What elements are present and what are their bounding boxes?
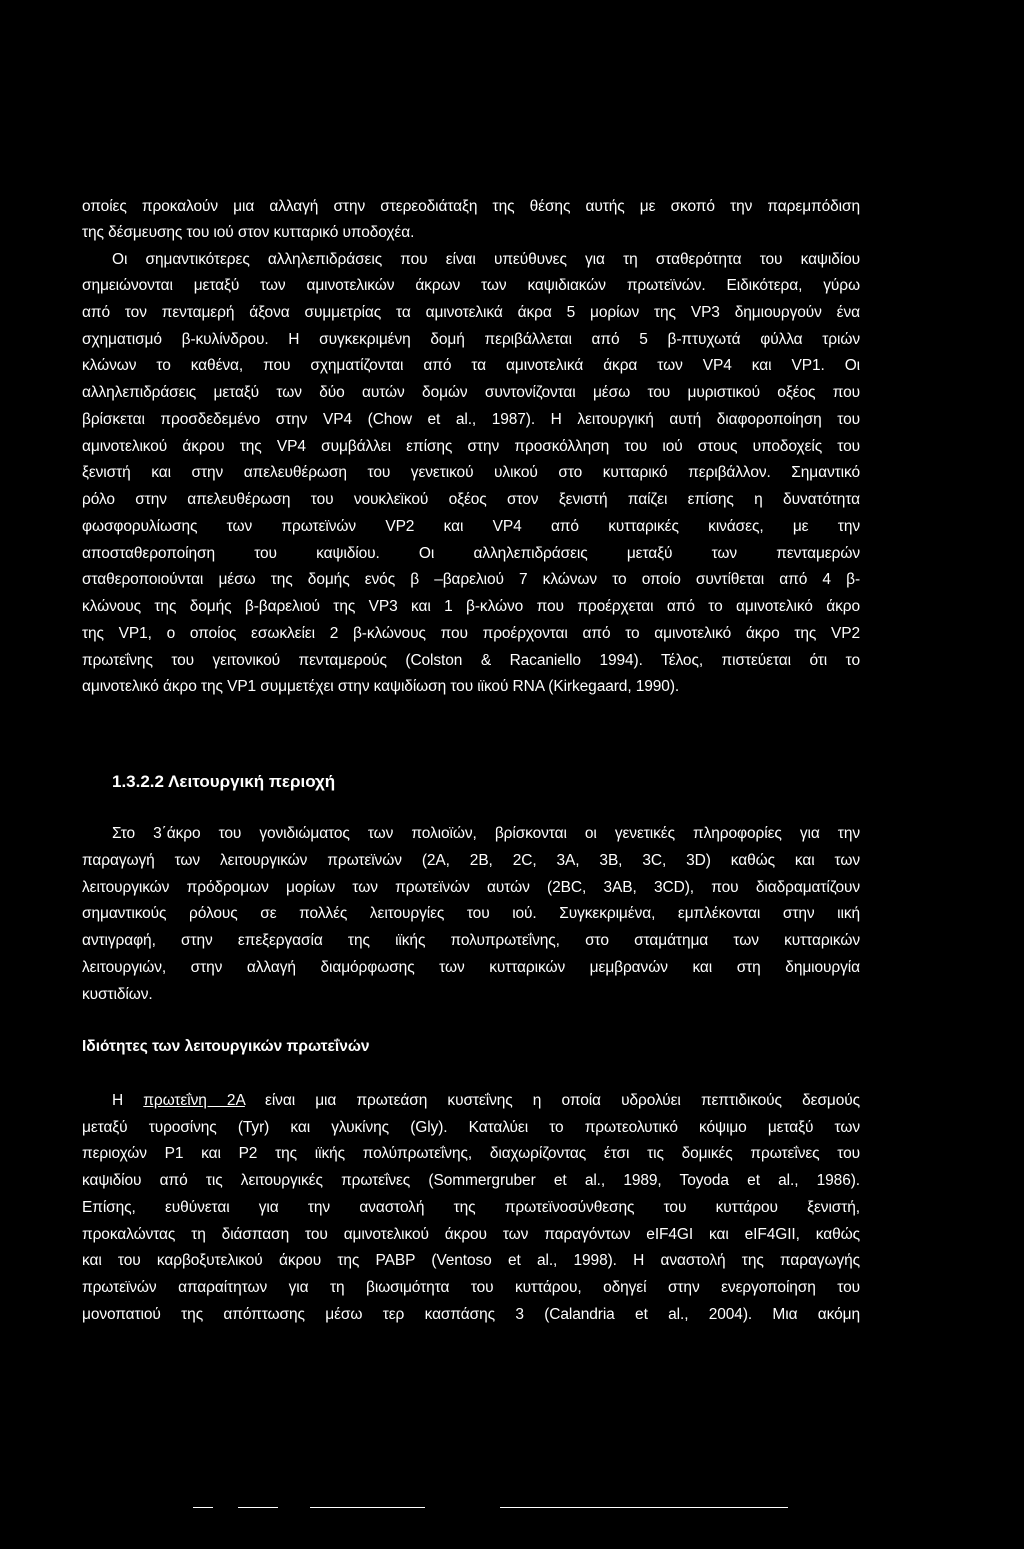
paragraph-line: αποσταθεροποίηση του καψιδίου. Οι αλληλεπιδράσεις μεταξύ των πενταμερών (82, 545, 860, 562)
footer-rule-short (193, 1507, 213, 1508)
paragraph-line: λειτουργιών, στην αλλαγή διαμόρφωσης των κυτταρικών μεμβρανών και στη δημιουργία (82, 959, 860, 976)
paragraph-line: παραγωγή των λειτουργικών πρωτεϊνών (2A, 2B, 2C, 3A, 3B, 3C, 3D) καθώς και των (82, 852, 860, 869)
paragraph-line: Στο 3΄άκρο του γονιδιώματος των πολιοϊών, βρίσκονται οι γενετικές πληροφορίες για την (112, 825, 860, 842)
paragraph-line: σημειώνονται μεταξύ των αμινοτελικών άκρων των καψιδιακών πρωτεϊνών. Ειδικότερα, γύρω (82, 277, 860, 294)
paragraph-line: της δέσμευσης του ιού στον κυτταρικό υποδοχέα. (82, 224, 415, 241)
paragraph-line: σταθεροποιούνται μέσω της δομής ενός β –βαρελιού 7 κλώνων το οποίο συντίθεται από 4 β- (82, 571, 860, 588)
paragraph-line: μονοπατιού της απόπτωσης μέσω τερ κασπάσης 3 (Calandria et al., 2004). Μια ακόμη (82, 1306, 860, 1323)
paragraph-line: πρωτεΐνης του γειτονικού πενταμερούς (Colston & Racaniello 1994). Τέλος, πιστεύεται ότι το (82, 652, 860, 669)
paragraph-line: προκαλώντας τη διάσπαση του αμινοτελικού άκρου των παραγόντων eIF4GI και eIF4GII, καθώς (82, 1226, 860, 1243)
footer-rule-long (500, 1507, 788, 1508)
paragraph-line: σημαντικούς ρόλους σε πολλές λειτουργίες του ιού. Συγκεκριμένα, εμπλέκονται στην ιική (82, 905, 860, 922)
paragraph-line: και του καρβοξυτελικού άκρου της PABP (Ventoso et al., 1998). Η αναστολή της παραγωγής (82, 1252, 860, 1269)
paragraph-line: περιοχών P1 και P2 της ιϊκής πολύπρωτεΐνης, διαχωρίζοντας έτσι τις δομικές πρωτεΐνες του (82, 1145, 860, 1162)
paragraph-line: αμινοτελικό άκρο της VP1 συμμετέχει στην καψιδίωση του ιϊκού RNA (Kirkegaard, 1990). (82, 678, 680, 695)
paragraph-line: αμινοτελικού άκρου της VP4 συμβάλλει επίσης στην προσκόλληση του ιού στους υποδοχείς του (82, 438, 860, 455)
paragraph-line: πρωτεϊνών απαραίτητων για τη βιωσιμότητα του κυττάρου, οδηγεί στην ενεργοποίηση του (82, 1279, 860, 1296)
paragraph-line: από τον πενταμερή άξονα συμμετρίας τα αμινοτελικά άκρα 5 μορίων της VP3 δημιουργούν ένα (82, 304, 860, 321)
line-suffix: είναι μια πρωτεάση κυστεΐνης η οποία υδρολύει πεπτιδικούς δεσμούς (244, 1092, 861, 1109)
paragraph-line: της VP1, ο οποίος εσωκλείει 2 β-κλώνους που προέρχονται από το αμινοτελικό άκρο της VP2 (82, 625, 860, 642)
line-prefix: Η (112, 1092, 144, 1109)
paragraph-line: αντιγραφή, στην επεξεργασία της ιϊκής πολυπρωτεΐνης, στο σταμάτημα των κυτταρικών (82, 932, 860, 949)
subheading: Ιδιότητες των λειτουργικών πρωτεΐνών (82, 1038, 370, 1055)
paragraph-line: οποίες προκαλούν μια αλλαγή στην στερεοδιάταξη της θέσης αυτής με σκοπό την παρεμπόδιση (82, 198, 860, 215)
section-heading: 1.3.2.2 Λειτουργική περιοχή (112, 772, 336, 791)
paragraph-line: σχηματισμό β-κυλίνδρου. Η συγκεκριμένη δομή περιβάλλεται από 5 β-πτυχωτά φύλλα τριών (82, 331, 860, 348)
paragraph-line: κλώνους της δομής β-βαρελιού της VP3 και 1 β-κλώνο που προέρχεται από το αμινοτελικό άκρο (82, 598, 860, 615)
paragraph-line: καψιδίου από τις λειτουργικές πρωτεΐνες (Sommergruber et al., 1989, Toyoda et al., 1986). (82, 1172, 860, 1189)
paragraph-line: ξενιστή και στην απελευθέρωση του γενετικού υλικού στο κυτταρικό περιβάλλον. Σημαντικό (82, 464, 860, 481)
paragraph-line: λειτουργικών πρόδρομων μορίων των πρωτεϊνών αυτών (2BC, 3AB, 3CD), που διαδραματίζουν (82, 879, 860, 896)
paragraph-line: βρίσκεται προσδεδεμένο στην VP4 (Chow et al., 1987). Η λειτουργική αυτή διαφοροποίηση του (82, 411, 860, 428)
footer-rule-short (238, 1507, 278, 1508)
paragraph-line: φωσφορυλίωσης των πρωτεϊνών VP2 και VP4 από κυτταρικές κινάσες, με την (82, 518, 860, 535)
paragraph-line: κυστιδίων. (82, 986, 153, 1003)
paragraph-line: μεταξύ τυροσίνης (Tyr) και γλυκίνης (Gly). Καταλύει το πρωτεολυτικό κόψιμο μεταξύ των (82, 1119, 860, 1136)
paragraph-line: Επίσης, ευθύνεται για την αναστολή της πρωτεϊνοσύνθεσης του κυττάρου ξενιστή, (82, 1199, 860, 1216)
underlined-term: πρωτεΐνη 2A (143, 1092, 245, 1109)
footer-rule-short (310, 1507, 425, 1508)
paragraph-line: κλώνων το καθένα, που σχηματίζονται από τα αμινοτελικά άκρα των VP4 και VP1. Οι (82, 357, 860, 374)
paragraph-line: αλληλεπιδράσεις μεταξύ των δύο αυτών δομών συντονίζονται μέσω του μυριστικού οξέος που (82, 384, 860, 401)
paragraph-line: Οι σημαντικότερες αλληλεπιδράσεις που είναι υπεύθυνες για τη σταθερότητα του καψιδίου (112, 251, 860, 268)
paragraph-line (112, 1090, 860, 1112)
paragraph-line: ρόλο στην απελευθέρωση του νουκλεϊκού οξέος στον ξενιστή παίζει επίσης η δυνατότητα (82, 491, 860, 508)
